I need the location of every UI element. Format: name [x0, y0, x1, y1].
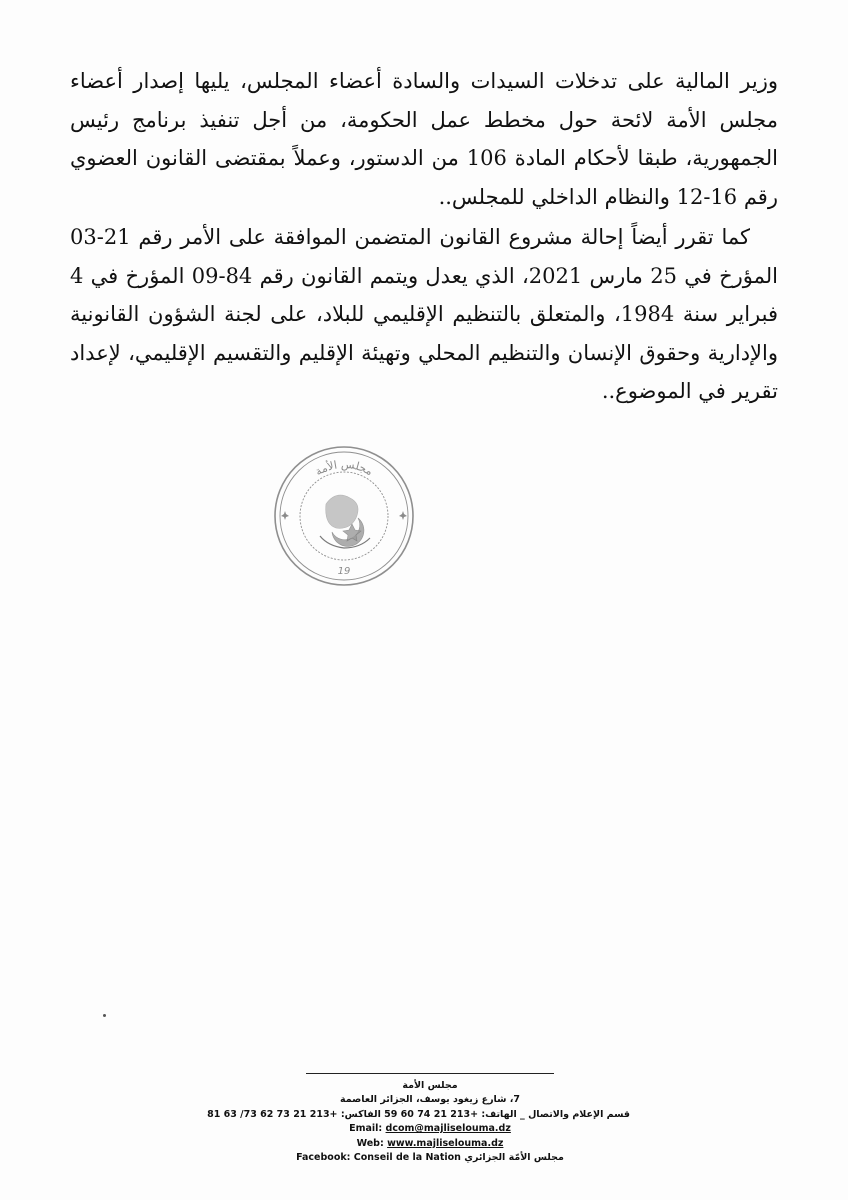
footer-email-link[interactable]: dcom@majliselouma.dz [385, 1123, 511, 1135]
footer-phone: 59 60 74 21 213+ [384, 1108, 479, 1120]
body-text [70, 62, 778, 411]
footer-web-line [230, 1137, 630, 1151]
footer-phone-fax [207, 1108, 630, 1122]
footer-fax: 81 63 /73 62 73 21 213+ [207, 1108, 338, 1120]
footer-contact-block [207, 1079, 630, 1165]
footer-address: 7، شارع زيغود يوسف، الجزائر العاصمة [339, 1094, 521, 1106]
footer-web-link[interactable]: www.majliselouma.dz [387, 1137, 504, 1149]
footer-web-label: Web: [356, 1137, 384, 1149]
footer-email-label: Email: [349, 1123, 383, 1135]
seal-icon [268, 440, 420, 592]
footer-divider [306, 1073, 554, 1074]
svg-text:مجلس الأمة [313, 458, 375, 479]
seal-inscription: مجلس الأمة [312, 457, 376, 479]
official-seal-stamp [268, 440, 420, 592]
footer-facebook-label[interactable]: Facebook: Conseil de la Nation [296, 1152, 461, 1164]
paragraph-2: كما تقرر أيضاً إحالة مشروع القانون المتضمن الموافقة على الأمر رقم 21-03 المؤرخ في 25 مارس 2021، الذي يعدل ويتمم القانون رقم 84-09 المؤرخ في 4 فبراير سنة 1984، والمتعلق بالتنظيم الإقليمي للبلاد، على لجنة الشؤون القانونية والإدارية وحقوق الإنسان والتنظيم المحلي وتهيئة الإقليم والتقسيم الإقليمي، لإعداد تقرير في الموضوع.. [70, 225, 778, 403]
footer-org-name: مجلس الأمة [402, 1080, 458, 1091]
footer-facebook-ar: مجلس الأمّة الجزائري [464, 1152, 564, 1164]
footer-facebook-line [230, 1151, 630, 1165]
footer-dept-label: قسم الإعلام والاتصال _ الهاتف: [481, 1108, 630, 1120]
seal-number: 19 [337, 566, 351, 577]
footer-fax-label: الفاكس: [340, 1108, 381, 1120]
stray-mark [103, 1014, 106, 1017]
paragraph-1: وزير المالية على تدخلات السيدات والسادة أعضاء المجلس، يليها إصدار أعضاء مجلس الأمة لائحة حول مخطط عمل الحكومة، من أجل تنفيذ برنامج رئيس الجمهورية، طبقا لأحكام المادة 106 من الدستور، وعملاً بمقتضى القانون العضوي رقم 16-12 والنظام الداخلي للمجلس.. [70, 69, 778, 209]
footer-email-line [230, 1122, 630, 1136]
